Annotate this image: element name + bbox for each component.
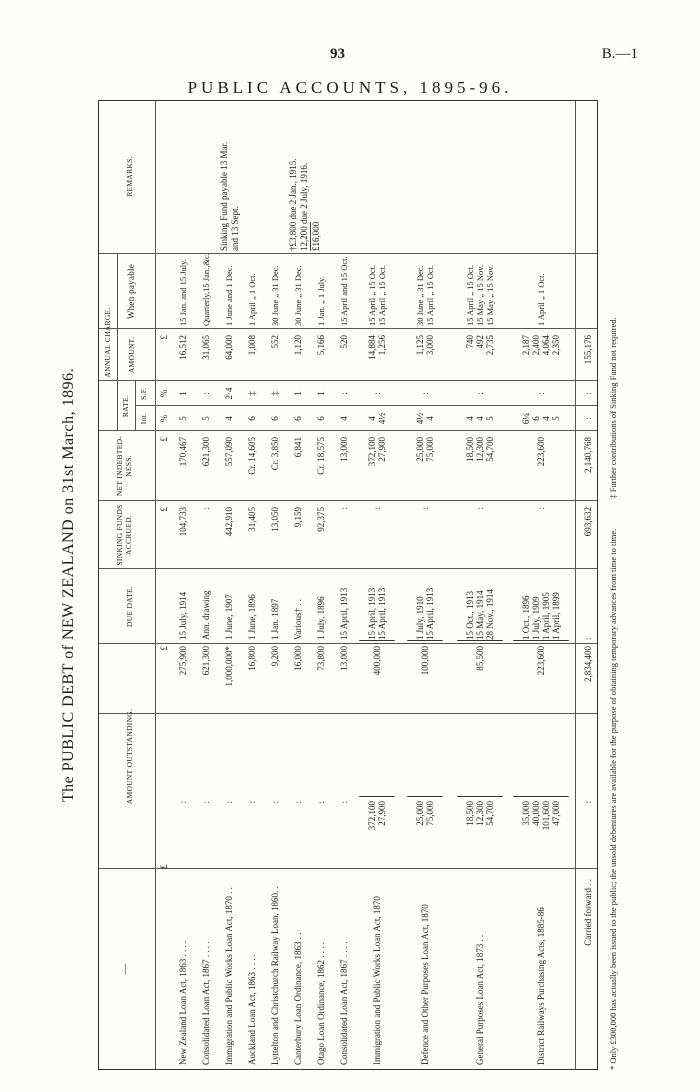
- total-outstanding: 275,900: [177, 646, 188, 676]
- interest-rate: 6: [292, 416, 303, 421]
- net-indebtedness: 25,000: [415, 437, 425, 462]
- header-when-payable: When payable: [126, 263, 136, 320]
- remark-line: Sinking Fund payable 13 Mar.: [219, 141, 229, 251]
- interest-rate: 4: [541, 416, 551, 421]
- interest-rate: 4: [465, 416, 475, 421]
- sub-amount: 54,700: [485, 801, 495, 826]
- annual-amount: 64,000: [223, 335, 234, 360]
- sinking-fund: :: [338, 507, 349, 510]
- header-remarks: REMARKS.: [125, 156, 134, 197]
- sinking-rate: 1: [292, 391, 303, 396]
- when-payable: 1 April „ 1 Oct.: [246, 273, 257, 326]
- loan-name: Defence and Other Purposes Loan Act, 1870: [420, 904, 430, 1065]
- footnotes: [608, 100, 618, 1070]
- header-amount-outstanding: AMOUNT OUTSTANDING.: [125, 708, 134, 805]
- annual-amount: 2,187: [521, 335, 531, 356]
- annual-amount: 492: [475, 335, 485, 349]
- loan-name: Canterbury Loan Ordinance, 1863 . .: [292, 932, 303, 1065]
- sinking-fund: :: [475, 507, 485, 510]
- total-rule: [575, 101, 576, 1069]
- when-payable: 1 June and 1 Dec.: [223, 265, 234, 326]
- total-outstanding: 16,000: [292, 646, 303, 671]
- unit-percent-sf: %: [159, 389, 169, 398]
- sinking-fund: :: [200, 507, 211, 510]
- net-indebtedness: 223,600: [536, 437, 546, 467]
- due-date: 1 Oct., 1896: [521, 595, 531, 640]
- annual-amount: 740: [465, 335, 475, 349]
- loan-name: Carried forward . .: [583, 879, 593, 946]
- annual-amount: 155,176: [583, 335, 593, 365]
- annual-amount: 1,008: [246, 335, 257, 356]
- total-outstanding: 400,000: [372, 646, 382, 676]
- sub-amount: 35,000: [521, 801, 531, 826]
- sub-amount: 75,000: [425, 801, 435, 826]
- sub-amount: 25,000: [415, 801, 425, 826]
- loan-name: New Zealand Loan Act, 1863 . . . .: [177, 940, 188, 1065]
- loan-name: Consolidated Loan Act, 1867 . . . .: [200, 941, 211, 1065]
- interest-rate: 4: [425, 416, 435, 421]
- annual-amount: 16,512: [177, 335, 188, 360]
- header-bottom-rule: [155, 101, 156, 1069]
- sinking-fund: :: [372, 507, 382, 510]
- due-date: 1 April, 1899: [551, 592, 561, 640]
- interest-rate: 5: [177, 416, 188, 421]
- due-date: Ann. drawing: [200, 590, 211, 640]
- due-date: 15 July, 1914: [177, 591, 188, 640]
- loan-name: Consolidated Loan Act, 1867 . . . .: [338, 941, 349, 1065]
- interest-rate: 4: [338, 416, 349, 421]
- due-date: 15 May, 1914: [475, 590, 485, 640]
- when-payable: 15 April and 15 Oct.: [338, 256, 349, 326]
- interest-rate: 4: [223, 416, 234, 421]
- net-indebtedness: 18,500: [465, 437, 475, 462]
- interest-rate: 6: [246, 416, 257, 421]
- sinking-rate: :: [420, 392, 430, 395]
- sinking-rate: 1: [315, 391, 326, 396]
- sub-amount: 40,000: [531, 801, 541, 826]
- net-indebtedness: 557,090: [223, 437, 234, 467]
- annual-amount: 1,125: [415, 335, 425, 356]
- when-payable: 1 Jan. „ 1 July.: [315, 276, 326, 326]
- annual-amount: 3,000: [425, 335, 435, 356]
- total-outstanding: 1,000,000*: [223, 646, 234, 687]
- header-rule: [117, 254, 118, 431]
- total-outstanding: 85,500: [475, 646, 485, 671]
- sub-amount: 47,000: [551, 801, 561, 826]
- annual-amount: 5,166: [315, 335, 326, 356]
- loan-name: Lyttelton and Christchurch Railway Loan, 1860. .: [269, 886, 280, 1065]
- unit-percent-int: %: [159, 414, 169, 423]
- interest-rate: 6: [269, 416, 280, 421]
- unit-pound-amount: £: [159, 335, 169, 340]
- net-indebtedness: Cr. 18,575: [315, 437, 326, 475]
- page-number: 93: [330, 46, 345, 62]
- when-payable: 15 May „ 15 Nov.: [485, 264, 495, 326]
- due-date: 15 April, 1913: [367, 587, 377, 640]
- footnote-star: * Only £300,000 has actually been issued to the public; the unsold debentures are available for the purpose of obtaining temporary advances from time to time.: [608, 528, 618, 1070]
- interest-rate: 6: [315, 416, 326, 421]
- when-payable: Quarterly,15 Jan.,&c.: [200, 253, 211, 326]
- sinking-rate: :: [200, 392, 211, 395]
- series-reference: B.—1: [601, 46, 638, 62]
- table-title: The PUBLIC DEBT of NEW ZEALAND on 31st March, 1896.: [60, 367, 77, 803]
- footnote-dagger: ‡ Further contributions of Sinking Fund not required.: [608, 317, 618, 499]
- group-brace: [457, 640, 503, 641]
- total-outstanding: 621,300: [200, 646, 211, 676]
- header-int: Int.: [139, 412, 148, 425]
- net-indebtedness: 2,140,768: [583, 437, 593, 473]
- due-date: 1 July, 1909: [531, 596, 541, 640]
- sinking-rate: ‡: [269, 391, 280, 396]
- when-payable: 15 Jan. and 15 July.: [177, 259, 188, 326]
- when-payable: 1 April „ 1 Oct.: [536, 273, 546, 326]
- column-rule: [99, 328, 597, 329]
- due-date: :: [583, 637, 593, 640]
- sinking-fund: 9,159: [292, 507, 303, 528]
- when-payable: 15 April „ 15 Oct.: [367, 264, 377, 326]
- due-date: 15 April, 1913: [377, 587, 387, 640]
- total-outstanding: 13,000: [338, 646, 349, 671]
- when-payable: 30 June „ 31 Dec.: [415, 265, 425, 326]
- column-rule: [99, 500, 597, 501]
- remark-line: 12,200 due 2 July, 1916.: [299, 162, 309, 251]
- group-brace: [359, 640, 395, 641]
- net-indebtedness: Cr. 14,605: [246, 437, 257, 475]
- total-outstanding: 9,200: [269, 646, 280, 667]
- sinking-rate: 2·4: [223, 387, 234, 400]
- header-sf: S.F.: [139, 387, 148, 400]
- rotated-table-block: [60, 100, 640, 1070]
- header-sinking-funds: SINKING FUNDS ACCRUED.: [115, 504, 133, 566]
- sub-amount: 12,300: [475, 801, 485, 826]
- sinking-fund: 442,910: [223, 507, 234, 537]
- net-indebtedness: Cr. 3,850: [269, 437, 280, 471]
- total-outstanding: 16,800: [246, 646, 257, 671]
- sinking-rate: :: [536, 392, 546, 395]
- total-outstanding: 2,834,400: [583, 646, 593, 682]
- net-indebtedness: 27,900: [377, 437, 387, 462]
- sub-amount: :: [338, 801, 349, 804]
- loan-name: District Railways Purchasing Acts, 1885-86: [536, 907, 546, 1065]
- net-indebtedness: 6,841: [292, 437, 303, 458]
- sinking-fund: :: [536, 507, 546, 510]
- due-date: 1 July, 1910: [415, 596, 425, 640]
- when-payable: 30 June „ 31 Dec.: [292, 265, 303, 326]
- annual-amount: 2,735: [485, 335, 495, 356]
- annual-amount: 1,256: [377, 335, 387, 356]
- loan-name: Immigration and Public Works Loan Act, 1870: [372, 896, 382, 1065]
- column-rule: [99, 568, 597, 569]
- sub-amount: :: [200, 801, 211, 804]
- due-date: Various† . .: [292, 599, 303, 640]
- sinking-fund: 104,733: [177, 507, 188, 537]
- sinking-rate: :: [338, 392, 349, 395]
- total-outstanding: 100,000: [420, 646, 430, 676]
- header-loan-name: —: [119, 963, 131, 975]
- column-rule: [99, 253, 597, 254]
- column-rule: [99, 713, 597, 714]
- net-indebtedness: 621,300: [200, 437, 211, 467]
- remark-line: £16,000: [311, 221, 321, 251]
- group-brace: [407, 796, 443, 797]
- sinking-fund: 693,632: [583, 507, 593, 537]
- total-outstanding: 73,800: [315, 646, 326, 671]
- due-date: 1 April, 1905: [541, 592, 551, 640]
- net-indebtedness: 13,000: [338, 437, 349, 462]
- due-date: 1 June, 1896: [246, 594, 257, 640]
- header-amount: AMOUNT.: [127, 336, 136, 374]
- unit-pound-sinking: £: [159, 507, 169, 512]
- net-indebtedness: 372,100: [367, 437, 377, 467]
- column-rule: [99, 430, 597, 431]
- group-brace: [407, 640, 443, 641]
- when-payable: 15 April „ 15 Oct.: [377, 264, 387, 326]
- due-date: 15 April, 1913: [425, 587, 435, 640]
- sub-amount: :: [223, 801, 234, 804]
- sub-amount: 27,900: [377, 801, 387, 826]
- sub-amount: :: [269, 801, 280, 804]
- sub-amount: 101,600: [541, 801, 551, 831]
- public-debt-table: [98, 100, 598, 1070]
- due-date: 1 July, 1896: [315, 596, 326, 640]
- group-brace: [359, 796, 395, 797]
- sub-amount: 18,500: [465, 801, 475, 826]
- group-brace: [513, 796, 569, 797]
- interest-rate: 5: [551, 416, 561, 421]
- group-brace: [513, 640, 569, 641]
- sub-amount: :: [177, 801, 188, 804]
- total-outstanding: 223,600: [536, 646, 546, 676]
- when-payable: 15 April „ 15 Oct.: [425, 264, 435, 326]
- annual-amount: 2,400: [531, 335, 541, 356]
- annual-amount: 520: [338, 335, 349, 349]
- unit-pound-total: £: [159, 646, 169, 651]
- column-rule: [135, 405, 597, 406]
- loan-name: Auckland Loan Act, 1863 . . . .: [246, 954, 257, 1065]
- interest-rate: 4: [475, 416, 485, 421]
- when-payable: 15 April „ 15 Oct.: [465, 264, 475, 326]
- interest-rate: 5: [200, 416, 211, 421]
- net-indebtedness: 12,300: [475, 437, 485, 462]
- sub-amount: :: [315, 801, 326, 804]
- annual-amount: 14,884: [367, 335, 377, 360]
- annual-amount: 1,120: [292, 335, 303, 356]
- interest-rate: :: [583, 417, 593, 420]
- interest-rate: 4½: [377, 412, 387, 425]
- sinking-rate: ‡: [246, 391, 257, 396]
- remark-line: and 13 Sept.: [230, 206, 240, 251]
- header-rule: [135, 381, 136, 431]
- header-rate: RATE.: [121, 394, 130, 418]
- when-payable: 30 June „ 31 Dec.: [269, 265, 280, 326]
- sinking-rate: 1: [177, 391, 188, 396]
- interest-rate: 6: [531, 416, 541, 421]
- due-date: 28 Nov., 1914: [485, 589, 495, 640]
- column-rule: [99, 380, 597, 381]
- sinking-fund: 31,405: [246, 507, 257, 532]
- sinking-rate: :: [372, 392, 382, 395]
- group-brace: [457, 796, 503, 797]
- interest-rate: 5: [485, 416, 495, 421]
- sinking-rate: :: [475, 392, 485, 395]
- column-rule: [99, 868, 597, 869]
- unit-pound-net: £: [159, 437, 169, 442]
- unit-pound-sub: £: [159, 864, 169, 869]
- interest-rate: 4½: [415, 412, 425, 425]
- sub-amount: :: [292, 801, 303, 804]
- when-payable: 15 May „ 15 Nov.: [475, 264, 485, 326]
- sub-amount: 372,100: [367, 801, 377, 831]
- net-indebtedness: 75,000: [425, 437, 435, 462]
- header-annual-charge: ANNUAL CHARGE.: [103, 307, 112, 378]
- sinking-rate: :: [583, 392, 593, 395]
- sinking-fund: :: [420, 507, 430, 510]
- net-indebtedness: 170,467: [177, 437, 188, 467]
- interest-rate: 6¼: [521, 412, 531, 425]
- loan-name: Otago Loan Ordinance, 1862 . . . .: [315, 942, 326, 1065]
- page-heading: PUBLIC ACCOUNTS, 1895-96.: [187, 78, 513, 97]
- due-date: 1 Jan. 1897: [269, 598, 280, 640]
- interest-rate: 4: [367, 416, 377, 421]
- loan-name: General Purposes Loan Act, 1873 . .: [475, 934, 485, 1065]
- remark-line: †£3,800 due 2 Jan., 1915.: [288, 158, 298, 251]
- due-date: 15 April, 1913: [338, 587, 349, 640]
- annual-amount: 552: [269, 335, 280, 349]
- sinking-fund: 13,050: [269, 507, 280, 532]
- sub-amount: :: [246, 801, 257, 804]
- header-net-indebtedness: NET INDEBTED-NESS.: [115, 435, 133, 497]
- net-indebtedness: 54,700: [485, 437, 495, 462]
- column-rule: [99, 643, 597, 644]
- due-date: 1 June, 1907: [223, 594, 234, 640]
- annual-amount: 2,350: [551, 335, 561, 356]
- loan-name: Immigration and Public Works Loan Act, 1870 . .: [223, 887, 234, 1065]
- sub-amount: :: [583, 801, 593, 804]
- sinking-fund: 92,375: [315, 507, 326, 532]
- header-due-date: DUE DATE.: [125, 585, 134, 628]
- annual-amount: 4,064: [541, 335, 551, 356]
- annual-amount: 31,065: [200, 335, 211, 360]
- due-date: 15 Oct., 1913: [465, 591, 475, 640]
